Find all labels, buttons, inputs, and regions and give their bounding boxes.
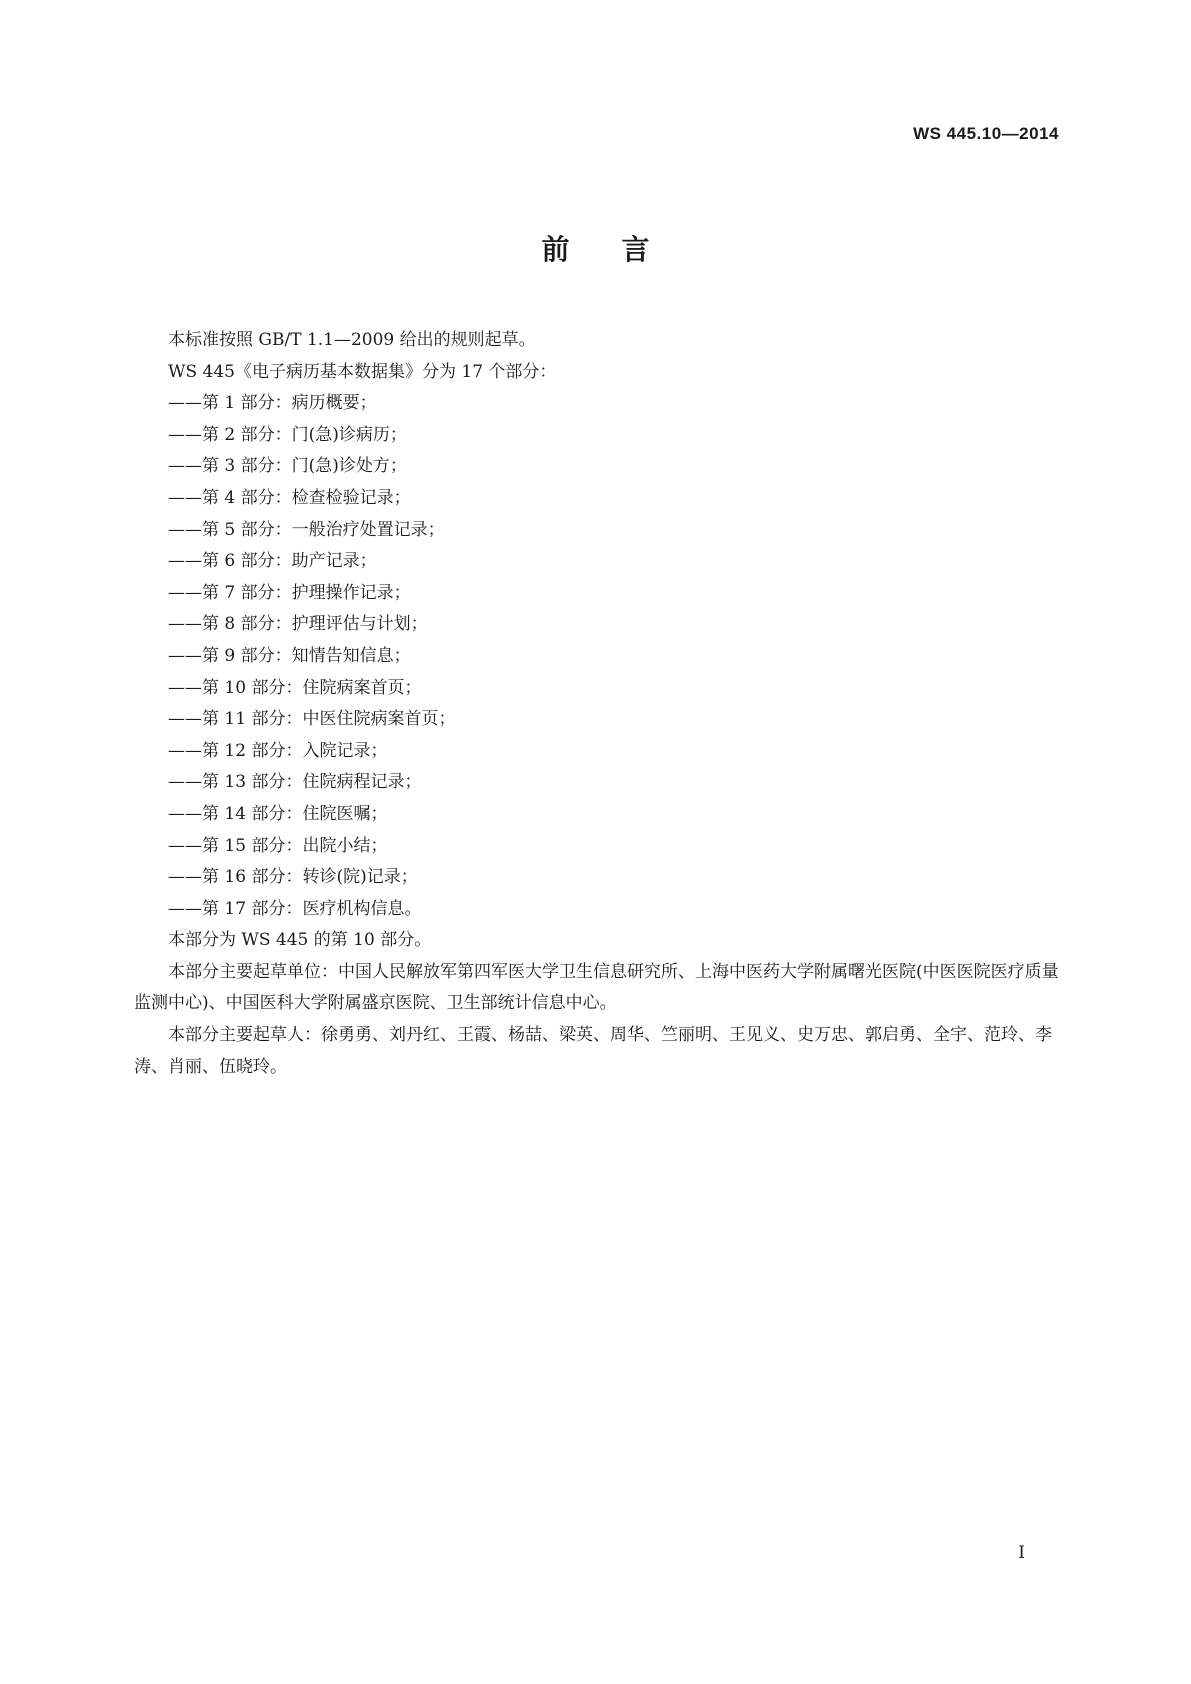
list-item: ——第 7 部分：护理操作记录； xyxy=(168,582,411,603)
list-item: ——第 4 部分：检查检验记录； xyxy=(168,487,411,508)
drafters: 本部分主要起草人：徐勇勇、刘丹红、王霞、杨喆、梁英、周华、竺丽明、王见义、史万忠、郭启勇、全宇、范玲、李涛、肖丽、伍晓玲。 xyxy=(134,1025,1052,1077)
document-body xyxy=(134,325,1060,1083)
list-item: ——第 9 部分：知情告知信息； xyxy=(168,645,411,666)
standard-code: WS 445.10—2014 xyxy=(913,124,1059,143)
list-item: ——第 11 部分：中医住院病案首页； xyxy=(168,709,456,730)
list-item: ——第 13 部分：住院病程记录； xyxy=(168,772,422,793)
list-item: ——第 2 部分：门(急)诊病历； xyxy=(168,424,407,445)
list-item: ——第 10 部分：住院病案首页； xyxy=(168,677,422,698)
part-statement: 本部分为 WS 445 的第 10 部分。 xyxy=(168,930,432,951)
list-item: ——第 3 部分：门(急)诊处方； xyxy=(168,456,407,477)
list-item: ——第 5 部分：一般治疗处置记录； xyxy=(168,519,445,540)
list-item: ——第 14 部分：住院医嘱； xyxy=(168,803,388,824)
list-item: ——第 16 部分：转诊(院)记录； xyxy=(168,867,418,888)
list-item: ——第 6 部分：助产记录； xyxy=(168,551,377,572)
intro-paragraph-1: 本标准按照 GB/T 1.1—2009 给出的规则起草。 xyxy=(168,330,536,350)
intro-paragraph-2: WS 445《电子病历基本数据集》分为 17 个部分： xyxy=(168,361,557,382)
page-title: 前言 xyxy=(541,233,702,266)
page-number: I xyxy=(1018,1543,1025,1563)
list-item: ——第 8 部分：护理评估与计划； xyxy=(168,614,428,635)
drafting-units: 本部分主要起草单位：中国人民解放军第四军医大学卫生信息研究所、上海中医药大学附属曙光医院(中医医院医疗质量监测中心)、中国医科大学附属盛京医院、卫生部统计信息中心。 xyxy=(134,961,1059,1014)
list-item: ——第 17 部分：医疗机构信息。 xyxy=(168,898,422,919)
parts-list xyxy=(134,388,1060,925)
list-item: ——第 15 部分：出院小结； xyxy=(168,835,388,856)
list-item: ——第 1 部分：病历概要； xyxy=(168,393,377,414)
list-item: ——第 12 部分：入院记录； xyxy=(168,740,388,761)
